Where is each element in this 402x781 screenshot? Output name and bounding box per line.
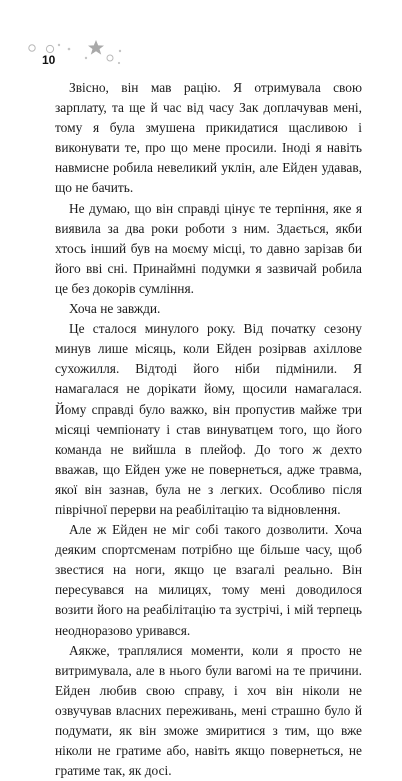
page-number: 10 (42, 53, 56, 67)
paragraph: Звісно, він мав рацію. Я отримувала свою зарплату, та ще й час від часу Зак доплачував мені, тому я була змушена прикидатися щасливою і виконувати те, про що мене просили. Іноді я навіть навмисне робила невеликий уклін, але Ейден удавав, що не бачить. (55, 80, 362, 196)
body-text (55, 78, 362, 781)
paragraph: Не думаю, що він справді цінує те терпіння, яке я виявила за два роки роботи з ним. Здається, якби хтось інший був на моєму місці, то давно зарізав би його вві сні. Принаймні подумки я зазвичай робила це без докорів сумління. (55, 200, 362, 296)
page-header (26, 34, 146, 74)
paragraph: Це сталося минулого року. Від початку сезону минув лише місяць, коли Ейден розірвав ахіллове сухожилля. Відтоді його ніби підмінили. Я намагалася не дорікати йому, щосили намагалася. Йому справді було важко, він пропустив майже три місяці чемпіонату і став винуватцем того, що його команда не вийшла в плейоф. До того ж дехто вважав, що Ейден уже не повернеться, адже травма, якої він зазнав, була не з легких. Особливо після піврічної перерви на реабілітацію та відновлення. (55, 321, 362, 517)
paragraph: Хоча не завжди. (69, 301, 161, 317)
paragraph: Але ж Ейден не міг собі такого дозволити. Хоча деяким спортсменам потрібно ще більше часу, щоб звестися на ноги, якщо це взагалі реально. Він пересувався на милицях, тому мені доводилося возити його на реабілітацію та зустрічі, і мій терпець неодноразово уривався. (55, 522, 362, 638)
paragraph: Аякже, траплялися моменти, коли я просто не витримувала, але в нього були вагомі на те причини. Ейден любив свою справу, і хоч він ніколи не озвучував власних переживань, мені страшно було й подумати, як він зможе змиритися з тим, що вже ніколи не гратиме або, навіть якщо повернеться, не гратиме так, як досі. (55, 642, 362, 779)
